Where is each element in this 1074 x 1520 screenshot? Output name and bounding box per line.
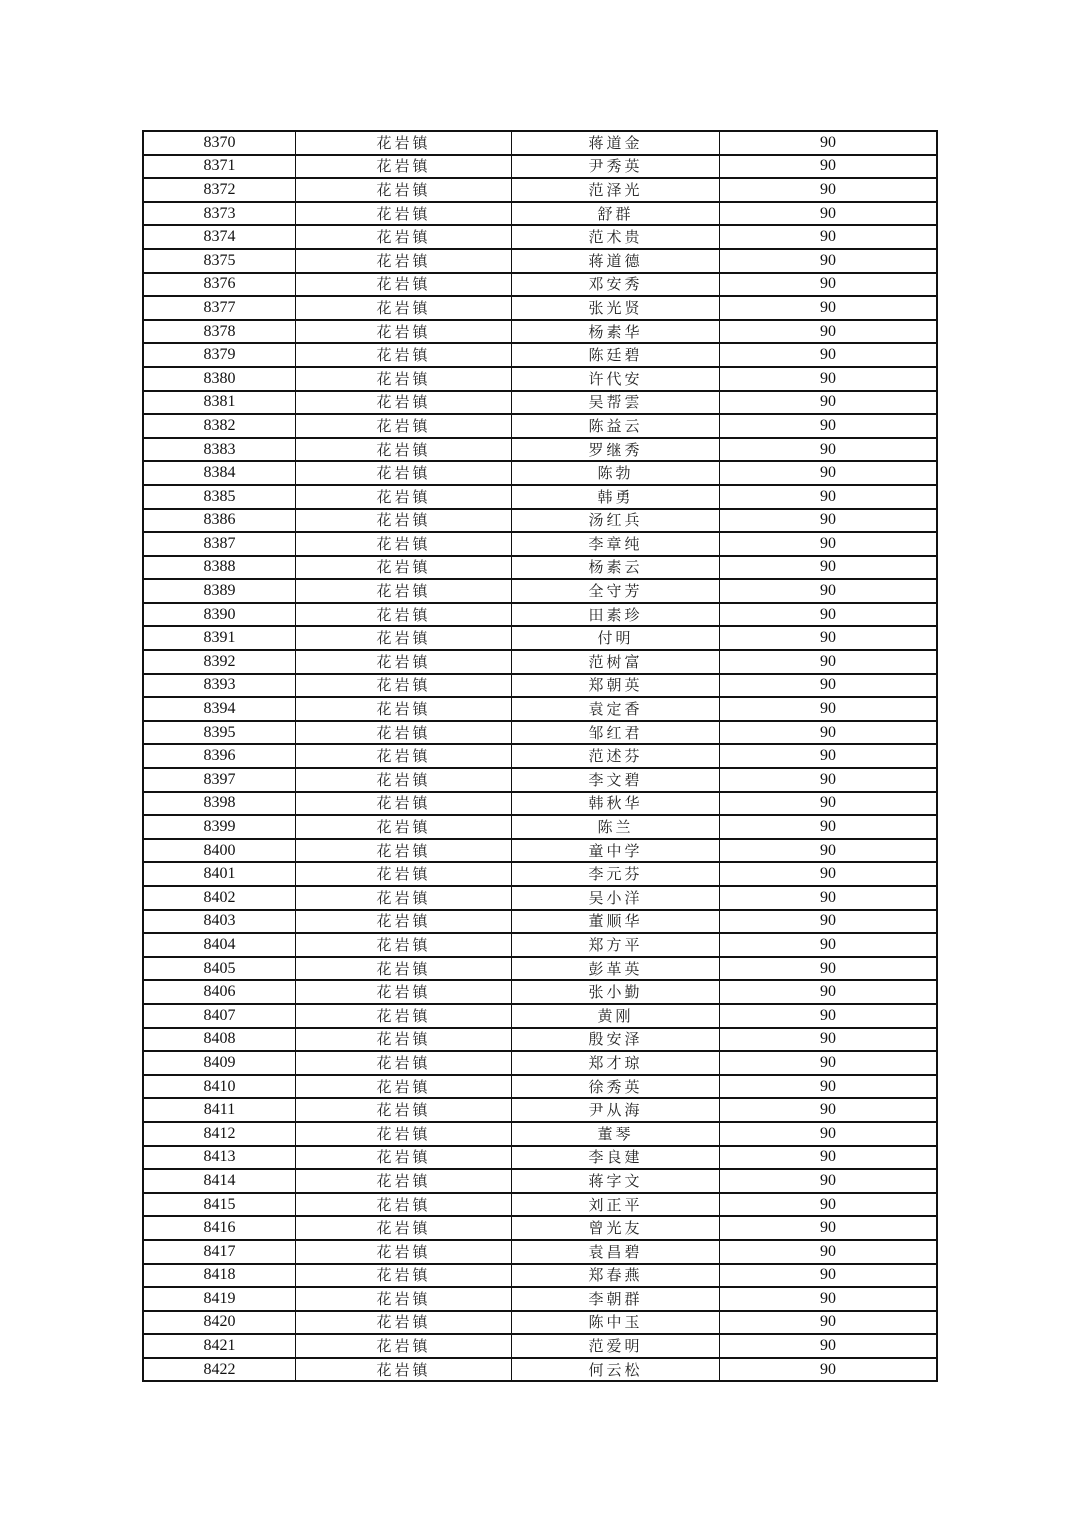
amount-cell: 90	[720, 155, 938, 179]
town-cell: 花岩镇	[296, 320, 512, 344]
person-name-cell: 陈益云	[512, 414, 720, 438]
town-cell: 花岩镇	[296, 1169, 512, 1193]
person-name-cell: 尹从海	[512, 1098, 720, 1122]
person-name-cell: 韩秋华	[512, 792, 720, 816]
table-row	[143, 438, 937, 462]
person-name-cell: 黄刚	[512, 1004, 720, 1028]
town-cell: 花岩镇	[296, 225, 512, 249]
person-name-cell: 邹红君	[512, 721, 720, 745]
amount-cell: 90	[720, 1075, 938, 1099]
row-number-cell: 8420	[143, 1311, 296, 1335]
amount-cell: 90	[720, 485, 938, 509]
town-cell: 花岩镇	[296, 957, 512, 981]
town-cell: 花岩镇	[296, 1122, 512, 1146]
person-name-cell: 付明	[512, 626, 720, 650]
town-cell: 花岩镇	[296, 1075, 512, 1099]
amount-cell: 90	[720, 721, 938, 745]
town-cell: 花岩镇	[296, 296, 512, 320]
amount-cell: 90	[720, 650, 938, 674]
person-name-cell: 许代安	[512, 367, 720, 391]
amount-cell: 90	[720, 603, 938, 627]
table-row	[143, 1193, 937, 1217]
table-row	[143, 202, 937, 226]
person-name-cell: 田素珍	[512, 603, 720, 627]
table-row	[143, 414, 937, 438]
table-row	[143, 485, 937, 509]
amount-cell: 90	[720, 225, 938, 249]
amount-cell: 90	[720, 839, 938, 863]
row-number-cell: 8380	[143, 367, 296, 391]
row-number-cell: 8384	[143, 461, 296, 485]
row-number-cell: 8389	[143, 579, 296, 603]
row-number-cell: 8373	[143, 202, 296, 226]
town-cell: 花岩镇	[296, 1264, 512, 1288]
amount-cell: 90	[720, 1169, 938, 1193]
amount-cell: 90	[720, 320, 938, 344]
table-row	[143, 910, 937, 934]
table-row	[143, 273, 937, 297]
row-number-cell: 8422	[143, 1358, 296, 1382]
town-cell: 花岩镇	[296, 768, 512, 792]
town-cell: 花岩镇	[296, 910, 512, 934]
row-number-cell: 8416	[143, 1216, 296, 1240]
town-cell: 花岩镇	[296, 1216, 512, 1240]
table-row	[143, 579, 937, 603]
town-cell: 花岩镇	[296, 1004, 512, 1028]
town-cell: 花岩镇	[296, 650, 512, 674]
amount-cell: 90	[720, 1216, 938, 1240]
row-number-cell: 8407	[143, 1004, 296, 1028]
table-row	[143, 1216, 937, 1240]
person-name-cell: 陈廷碧	[512, 343, 720, 367]
town-cell: 花岩镇	[296, 509, 512, 533]
amount-cell: 90	[720, 744, 938, 768]
table-row	[143, 650, 937, 674]
row-number-cell: 8400	[143, 839, 296, 863]
table-row	[143, 862, 937, 886]
table-row	[143, 980, 937, 1004]
table-row	[143, 532, 937, 556]
amount-cell: 90	[720, 674, 938, 698]
amount-cell: 90	[720, 697, 938, 721]
town-cell: 花岩镇	[296, 556, 512, 580]
table-row	[143, 1098, 937, 1122]
row-number-cell: 8377	[143, 296, 296, 320]
amount-cell: 90	[720, 391, 938, 415]
row-number-cell: 8375	[143, 249, 296, 273]
town-cell: 花岩镇	[296, 839, 512, 863]
amount-cell: 90	[720, 414, 938, 438]
town-cell: 花岩镇	[296, 626, 512, 650]
table-row	[143, 296, 937, 320]
person-name-cell: 陈勃	[512, 461, 720, 485]
person-name-cell: 袁昌碧	[512, 1240, 720, 1264]
amount-cell: 90	[720, 1004, 938, 1028]
row-number-cell: 8412	[143, 1122, 296, 1146]
data-table	[142, 130, 938, 1382]
person-name-cell: 张光贤	[512, 296, 720, 320]
table-row	[143, 1051, 937, 1075]
town-cell: 花岩镇	[296, 1098, 512, 1122]
person-name-cell: 汤红兵	[512, 509, 720, 533]
town-cell: 花岩镇	[296, 744, 512, 768]
person-name-cell: 何云松	[512, 1358, 720, 1382]
town-cell: 花岩镇	[296, 1358, 512, 1382]
person-name-cell: 尹秀英	[512, 155, 720, 179]
amount-cell: 90	[720, 1240, 938, 1264]
amount-cell: 90	[720, 1122, 938, 1146]
amount-cell: 90	[720, 131, 938, 155]
amount-cell: 90	[720, 1311, 938, 1335]
table-row	[143, 1240, 937, 1264]
amount-cell: 90	[720, 980, 938, 1004]
person-name-cell: 董琴	[512, 1122, 720, 1146]
person-name-cell: 郑春燕	[512, 1264, 720, 1288]
row-number-cell: 8371	[143, 155, 296, 179]
town-cell: 花岩镇	[296, 1334, 512, 1358]
town-cell: 花岩镇	[296, 343, 512, 367]
table-row	[143, 131, 937, 155]
town-cell: 花岩镇	[296, 1193, 512, 1217]
amount-cell: 90	[720, 367, 938, 391]
table-row	[143, 768, 937, 792]
person-name-cell: 范爱明	[512, 1334, 720, 1358]
row-number-cell: 8376	[143, 273, 296, 297]
amount-cell: 90	[720, 532, 938, 556]
town-cell: 花岩镇	[296, 131, 512, 155]
person-name-cell: 邓安秀	[512, 273, 720, 297]
row-number-cell: 8414	[143, 1169, 296, 1193]
table-row	[143, 721, 937, 745]
town-cell: 花岩镇	[296, 792, 512, 816]
row-number-cell: 8401	[143, 862, 296, 886]
table-row	[143, 697, 937, 721]
person-name-cell: 李文碧	[512, 768, 720, 792]
town-cell: 花岩镇	[296, 886, 512, 910]
person-name-cell: 吴小洋	[512, 886, 720, 910]
person-name-cell: 吴帮雲	[512, 391, 720, 415]
row-number-cell: 8406	[143, 980, 296, 1004]
table-row	[143, 839, 937, 863]
town-cell: 花岩镇	[296, 579, 512, 603]
table-row	[143, 1264, 937, 1288]
row-number-cell: 8379	[143, 343, 296, 367]
person-name-cell: 蒋道金	[512, 131, 720, 155]
town-cell: 花岩镇	[296, 391, 512, 415]
row-number-cell: 8372	[143, 178, 296, 202]
row-number-cell: 8387	[143, 532, 296, 556]
table-row	[143, 886, 937, 910]
person-name-cell: 董顺华	[512, 910, 720, 934]
table-row	[143, 1028, 937, 1052]
table-row	[143, 225, 937, 249]
town-cell: 花岩镇	[296, 674, 512, 698]
person-name-cell: 杨素华	[512, 320, 720, 344]
amount-cell: 90	[720, 957, 938, 981]
person-name-cell: 李元芬	[512, 862, 720, 886]
town-cell: 花岩镇	[296, 862, 512, 886]
row-number-cell: 8391	[143, 626, 296, 650]
person-name-cell: 范术贵	[512, 225, 720, 249]
table-row	[143, 1311, 937, 1335]
row-number-cell: 8394	[143, 697, 296, 721]
town-cell: 花岩镇	[296, 273, 512, 297]
table-row	[143, 674, 937, 698]
row-number-cell: 8405	[143, 957, 296, 981]
person-name-cell: 李朝群	[512, 1287, 720, 1311]
amount-cell: 90	[720, 1193, 938, 1217]
row-number-cell: 8381	[143, 391, 296, 415]
town-cell: 花岩镇	[296, 1146, 512, 1170]
row-number-cell: 8411	[143, 1098, 296, 1122]
town-cell: 花岩镇	[296, 1240, 512, 1264]
town-cell: 花岩镇	[296, 485, 512, 509]
row-number-cell: 8415	[143, 1193, 296, 1217]
table-row	[143, 1146, 937, 1170]
table-row	[143, 320, 937, 344]
row-number-cell: 8395	[143, 721, 296, 745]
amount-cell: 90	[720, 862, 938, 886]
town-cell: 花岩镇	[296, 1051, 512, 1075]
town-cell: 花岩镇	[296, 815, 512, 839]
row-number-cell: 8393	[143, 674, 296, 698]
town-cell: 花岩镇	[296, 178, 512, 202]
table-row	[143, 155, 937, 179]
amount-cell: 90	[720, 1264, 938, 1288]
table-row	[143, 1169, 937, 1193]
amount-cell: 90	[720, 579, 938, 603]
table-row	[143, 509, 937, 533]
row-number-cell: 8413	[143, 1146, 296, 1170]
town-cell: 花岩镇	[296, 461, 512, 485]
table-row	[143, 792, 937, 816]
amount-cell: 90	[720, 815, 938, 839]
amount-cell: 90	[720, 178, 938, 202]
person-name-cell: 张小勤	[512, 980, 720, 1004]
town-cell: 花岩镇	[296, 933, 512, 957]
amount-cell: 90	[720, 273, 938, 297]
table-row	[143, 461, 937, 485]
row-number-cell: 8398	[143, 792, 296, 816]
town-cell: 花岩镇	[296, 603, 512, 627]
table-row	[143, 1075, 937, 1099]
amount-cell: 90	[720, 1051, 938, 1075]
table-row	[143, 249, 937, 273]
person-name-cell: 郑方平	[512, 933, 720, 957]
town-cell: 花岩镇	[296, 1287, 512, 1311]
person-name-cell: 郑才琼	[512, 1051, 720, 1075]
person-name-cell: 蒋字文	[512, 1169, 720, 1193]
town-cell: 花岩镇	[296, 367, 512, 391]
town-cell: 花岩镇	[296, 1028, 512, 1052]
person-name-cell: 郑朝英	[512, 674, 720, 698]
row-number-cell: 8383	[143, 438, 296, 462]
table-row	[143, 343, 937, 367]
row-number-cell: 8392	[143, 650, 296, 674]
person-name-cell: 罗继秀	[512, 438, 720, 462]
row-number-cell: 8421	[143, 1334, 296, 1358]
town-cell: 花岩镇	[296, 1311, 512, 1335]
person-name-cell: 陈中玉	[512, 1311, 720, 1335]
row-number-cell: 8382	[143, 414, 296, 438]
person-name-cell: 殷安泽	[512, 1028, 720, 1052]
row-number-cell: 8370	[143, 131, 296, 155]
town-cell: 花岩镇	[296, 532, 512, 556]
town-cell: 花岩镇	[296, 202, 512, 226]
amount-cell: 90	[720, 343, 938, 367]
town-cell: 花岩镇	[296, 697, 512, 721]
row-number-cell: 8417	[143, 1240, 296, 1264]
amount-cell: 90	[720, 461, 938, 485]
row-number-cell: 8399	[143, 815, 296, 839]
row-number-cell: 8397	[143, 768, 296, 792]
amount-cell: 90	[720, 1287, 938, 1311]
table-row	[143, 744, 937, 768]
person-name-cell: 童中学	[512, 839, 720, 863]
person-name-cell: 陈兰	[512, 815, 720, 839]
town-cell: 花岩镇	[296, 155, 512, 179]
person-name-cell: 彭革英	[512, 957, 720, 981]
row-number-cell: 8386	[143, 509, 296, 533]
person-name-cell: 范述芬	[512, 744, 720, 768]
row-number-cell: 8403	[143, 910, 296, 934]
table-row	[143, 391, 937, 415]
table-row	[143, 556, 937, 580]
person-name-cell: 李章纯	[512, 532, 720, 556]
table-row	[143, 1358, 937, 1382]
row-number-cell: 8408	[143, 1028, 296, 1052]
table-body	[143, 131, 937, 1381]
amount-cell: 90	[720, 768, 938, 792]
table-row	[143, 1287, 937, 1311]
town-cell: 花岩镇	[296, 980, 512, 1004]
amount-cell: 90	[720, 556, 938, 580]
row-number-cell: 8388	[143, 556, 296, 580]
table-row	[143, 933, 937, 957]
person-name-cell: 刘正平	[512, 1193, 720, 1217]
row-number-cell: 8378	[143, 320, 296, 344]
row-number-cell: 8419	[143, 1287, 296, 1311]
person-name-cell: 杨素云	[512, 556, 720, 580]
row-number-cell: 8402	[143, 886, 296, 910]
amount-cell: 90	[720, 1098, 938, 1122]
amount-cell: 90	[720, 296, 938, 320]
table-row	[143, 1122, 937, 1146]
person-name-cell: 范树富	[512, 650, 720, 674]
table-row	[143, 603, 937, 627]
person-name-cell: 袁定香	[512, 697, 720, 721]
table-row	[143, 178, 937, 202]
amount-cell: 90	[720, 1358, 938, 1382]
person-name-cell: 徐秀英	[512, 1075, 720, 1099]
table-row	[143, 626, 937, 650]
table-row	[143, 1004, 937, 1028]
amount-cell: 90	[720, 910, 938, 934]
amount-cell: 90	[720, 792, 938, 816]
row-number-cell: 8410	[143, 1075, 296, 1099]
amount-cell: 90	[720, 1028, 938, 1052]
row-number-cell: 8390	[143, 603, 296, 627]
town-cell: 花岩镇	[296, 249, 512, 273]
town-cell: 花岩镇	[296, 414, 512, 438]
row-number-cell: 8409	[143, 1051, 296, 1075]
row-number-cell: 8418	[143, 1264, 296, 1288]
person-name-cell: 舒群	[512, 202, 720, 226]
person-name-cell: 李良建	[512, 1146, 720, 1170]
amount-cell: 90	[720, 202, 938, 226]
amount-cell: 90	[720, 509, 938, 533]
person-name-cell: 韩勇	[512, 485, 720, 509]
amount-cell: 90	[720, 886, 938, 910]
amount-cell: 90	[720, 438, 938, 462]
row-number-cell: 8374	[143, 225, 296, 249]
table-row	[143, 815, 937, 839]
amount-cell: 90	[720, 1146, 938, 1170]
town-cell: 花岩镇	[296, 721, 512, 745]
amount-cell: 90	[720, 933, 938, 957]
row-number-cell: 8404	[143, 933, 296, 957]
person-name-cell: 范泽光	[512, 178, 720, 202]
person-name-cell: 曾光友	[512, 1216, 720, 1240]
town-cell: 花岩镇	[296, 438, 512, 462]
table-row	[143, 957, 937, 981]
row-number-cell: 8396	[143, 744, 296, 768]
person-name-cell: 蒋道德	[512, 249, 720, 273]
table-row	[143, 1334, 937, 1358]
person-name-cell: 全守芳	[512, 579, 720, 603]
row-number-cell: 8385	[143, 485, 296, 509]
amount-cell: 90	[720, 1334, 938, 1358]
table-row	[143, 367, 937, 391]
amount-cell: 90	[720, 249, 938, 273]
amount-cell: 90	[720, 626, 938, 650]
